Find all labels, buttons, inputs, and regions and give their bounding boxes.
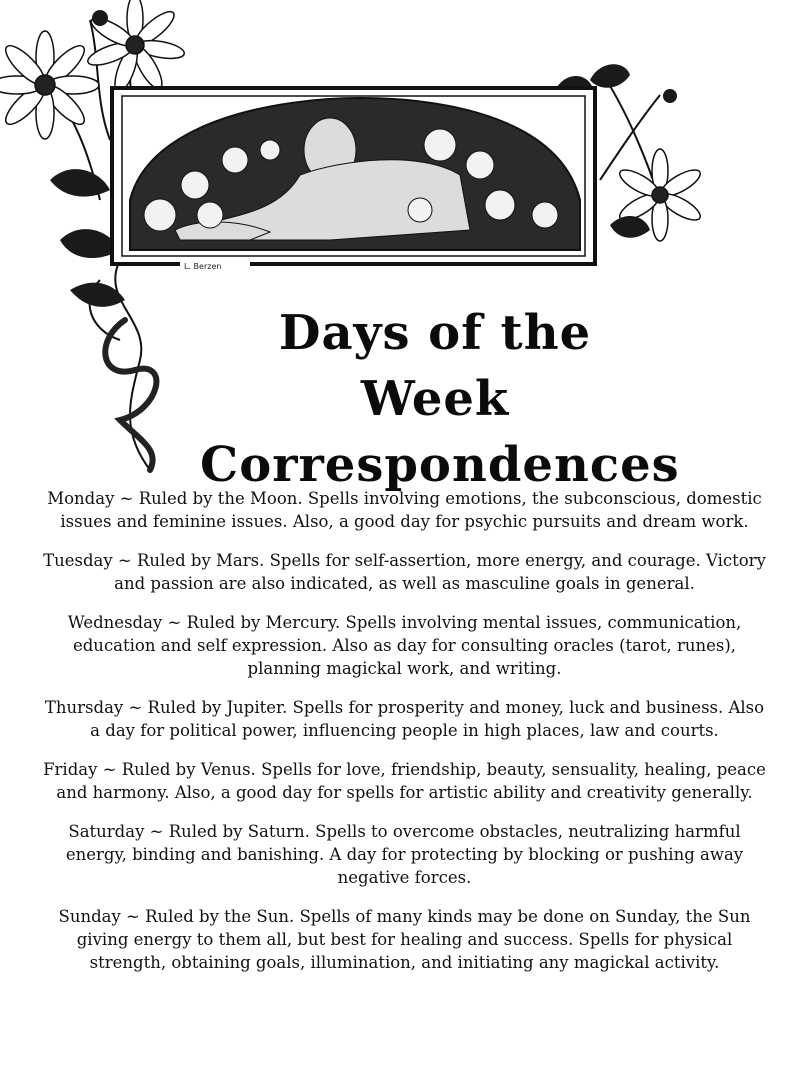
title-line-2: Correspondences — [200, 437, 680, 493]
day-entry-thursday: Thursday ~ Ruled by Jupiter. Spells for prosperity and money, luck and business. Also a day for political power, influencing people in high places, law and courts. — [44, 698, 765, 740]
day-entry-sunday: Sunday ~ Ruled by the Sun. Spells of many kinds may be done on Sunday, the Sun giving energy to them all, but best for healing and success. Spells for physical strength, obtaining goals, illumination, and initiating any magickal activity. — [58, 907, 751, 972]
page-title — [200, 300, 680, 498]
day-entry-wednesday: Wednesday ~ Ruled by Mercury. Spells involving mental issues, communication, education and self expression. Also as day for consulting oracles (tarot, runes), planning magickal work, and writing. — [67, 613, 742, 678]
day-entry-tuesday: Tuesday ~ Ruled by Mars. Spells for self-assertion, more energy, and courage. Victory and passion are also indicated, as well as masculine goals in general. — [43, 551, 766, 593]
artist-signature: L. Berzen — [184, 262, 222, 271]
title-line-1: Days of the Week — [278, 305, 592, 427]
day-correspondence-list — [40, 487, 769, 990]
day-entry-saturday: Saturday ~ Ruled by Saturn. Spells to overcome obstacles, neutralizing harmful energy, binding and banishing. A day for protecting by blocking or pushing away negative forces. — [65, 822, 744, 887]
day-entry-friday: Friday ~ Ruled by Venus. Spells for love, friendship, beauty, sensuality, healing, peace and harmony. Also, a good day for spells for artistic ability and creativity generally. — [43, 760, 766, 802]
day-entry-monday: Monday ~ Ruled by the Moon. Spells involving emotions, the subconscious, domestic issues and feminine issues. Also, a good day for psychic pursuits and dream work. — [47, 489, 762, 531]
